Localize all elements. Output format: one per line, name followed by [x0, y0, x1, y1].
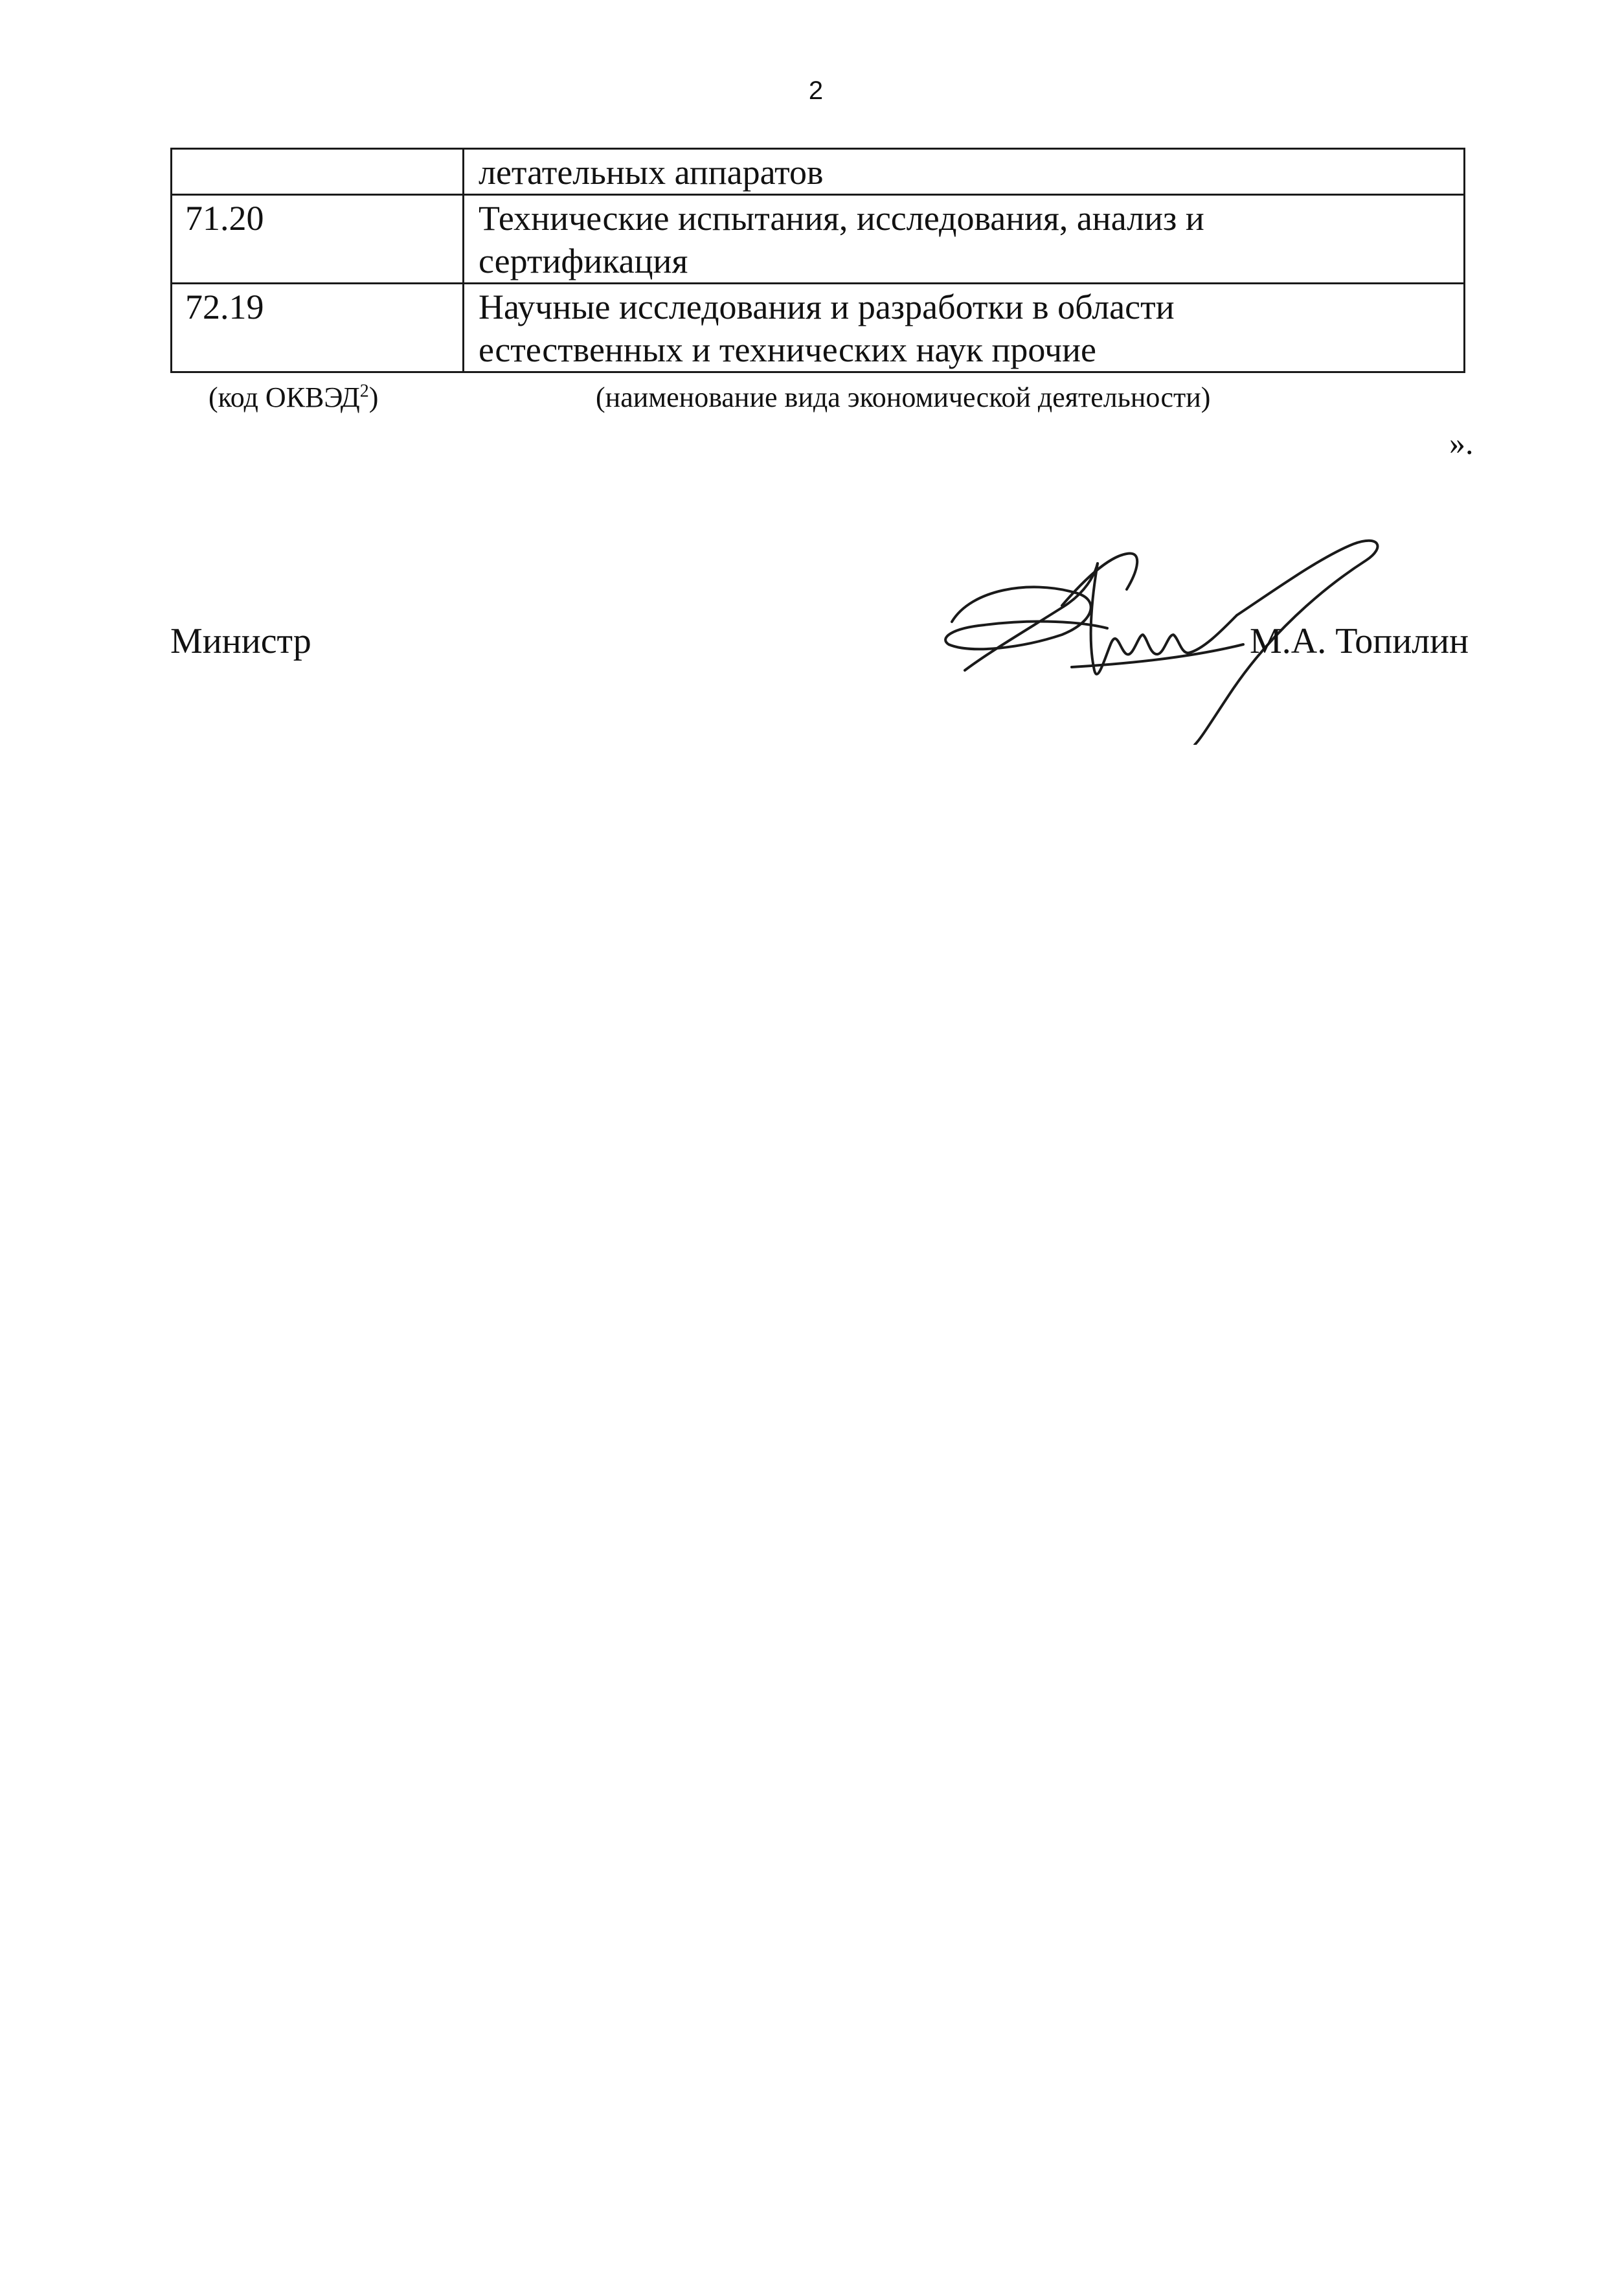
caption-okved-code: [209, 381, 378, 414]
okved-name-line: Научные исследования и разработки в области: [479, 288, 1175, 326]
okved-name-cell: [464, 284, 1465, 372]
okved-code-cell: 72.19: [172, 284, 464, 372]
okved-name-line: Технические испытания, исследования, анализ и: [479, 199, 1204, 238]
caption-activity-name: (наименование вида экономической деятельности): [596, 381, 1211, 413]
signatory-name: М.А. Топилин: [1250, 621, 1469, 661]
okved-code-cell: [172, 149, 464, 195]
okved-name-line: летательных аппаратов: [479, 153, 824, 192]
okved-name-line: сертификация: [479, 242, 688, 280]
page-number: 2: [808, 76, 824, 105]
table-row: [172, 195, 1465, 284]
caption-code-close: ): [368, 381, 379, 413]
okved-table: [170, 148, 1465, 373]
okved-name-cell: [464, 149, 1465, 195]
signatory-title: Министр: [170, 621, 311, 661]
closing-quote: ».: [1449, 425, 1474, 461]
okved-name-cell: [464, 195, 1465, 284]
okved-name-line: естественных и технических наук прочие: [479, 330, 1096, 369]
okved-code-cell: 71.20: [172, 195, 464, 284]
table-row: [172, 284, 1465, 372]
table-row: [172, 149, 1465, 195]
caption-code-text: (код ОКВЭД: [209, 381, 360, 413]
footnote-marker: 2: [359, 381, 369, 402]
